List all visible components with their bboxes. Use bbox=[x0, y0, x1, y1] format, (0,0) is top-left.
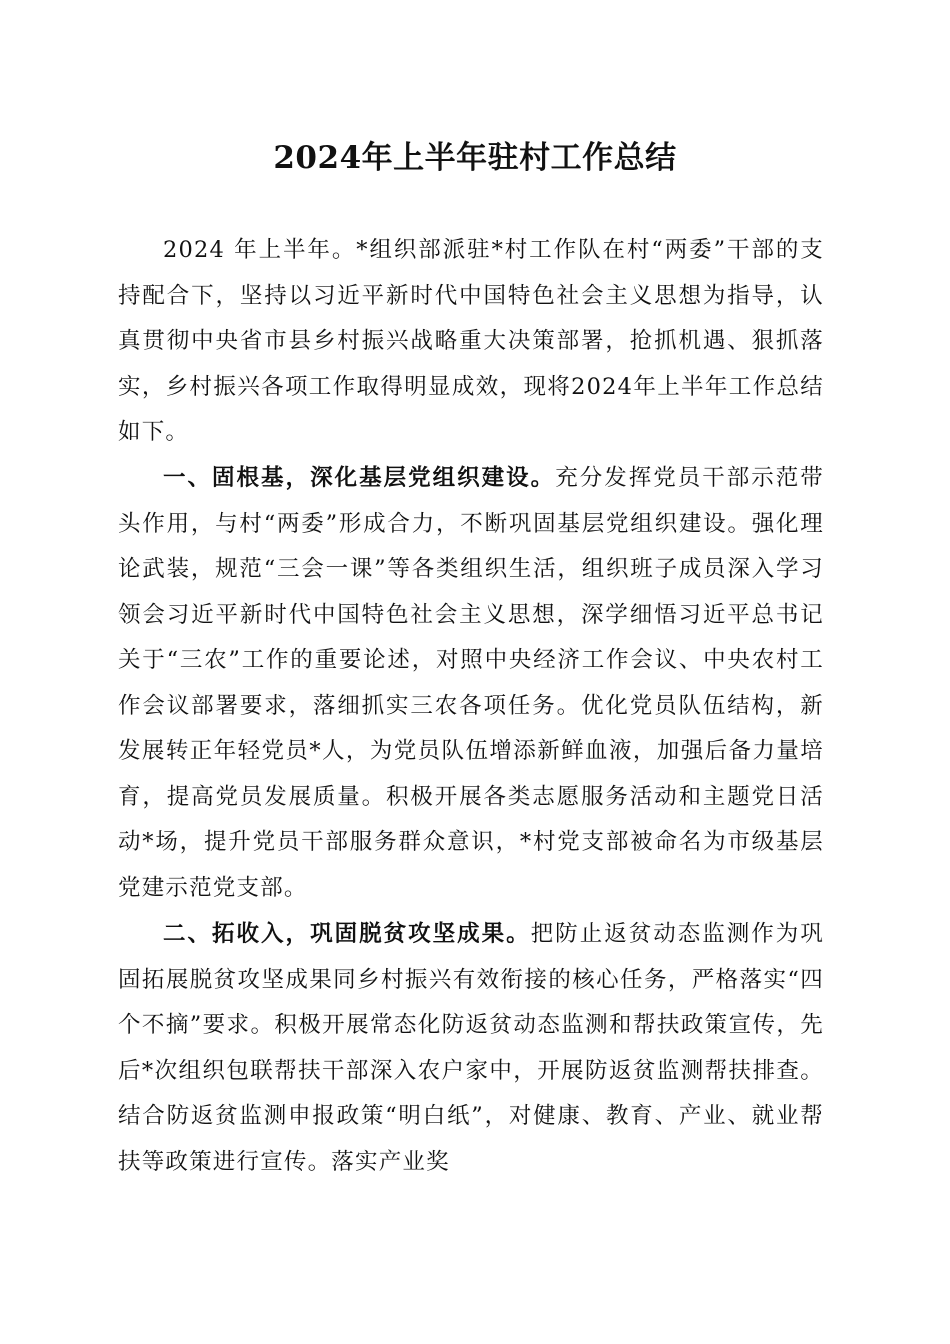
section-2-heading: 二、拓收入，巩固脱贫攻坚成果。 bbox=[163, 921, 531, 947]
paragraph-intro-text: 2024 年上半年。*组织部派驻*村工作队在村“两委”干部的支持配合下，坚持以习近平新时代中国特色社会主义思想为指导，认真贯彻中央省市县乡村振兴战略重大决策部署，抢抓机遇、狠抓落实，乡村振兴各项工作取得明显成效，现将2024年上半年工作总结如下。 bbox=[118, 237, 824, 445]
section-1-text: 充分发挥党员干部示范带头作用，与村“两委”形成合力，不断巩固基层党组织建设。强化理论武装，规范“三会一课”等各类组织生活，组织班子成员深入学习领会习近平新时代中国特色社会主义思想，深学细悟习近平总书记关于“三农”工作的重要论述，对照中央经济工作会议、中央农村工作会议部署要求，落细抓实三农各项任务。优化党员队伍结构，新发展转正年轻党员*人，为党员队伍增添新鲜血液，加强后备力量培育，提高党员发展质量。积极开展各类志愿服务活动和主题党日活动*场，提升党员干部服务群众意识，*村党支部被命名为市级基层党建示范党支部。 bbox=[118, 465, 825, 901]
document-title: 2024年上半年驻村工作总结 bbox=[273, 140, 677, 176]
paragraph-section-2 bbox=[118, 912, 824, 1185]
paragraph-section-1 bbox=[118, 456, 824, 911]
section-1-heading: 一、固根基，深化基层党组织建设。 bbox=[163, 465, 556, 491]
section-2-text: 把防止返贫动态监测作为巩固拓展脱贫攻坚成果同乡村振兴有效衔接的核心任务，严格落实“四个不摘”要求。积极开展常态化防返贫动态监测和帮扶政策宣传，先后*次组织包联帮扶干部深入农户家中，开展防返贫监测帮扶排查。结合防返贫监测申报政策“明白纸”，对健康、教育、产业、就业帮扶等政策进行宣传。落实产业奖 bbox=[118, 921, 824, 1175]
paragraph-intro bbox=[118, 228, 824, 456]
